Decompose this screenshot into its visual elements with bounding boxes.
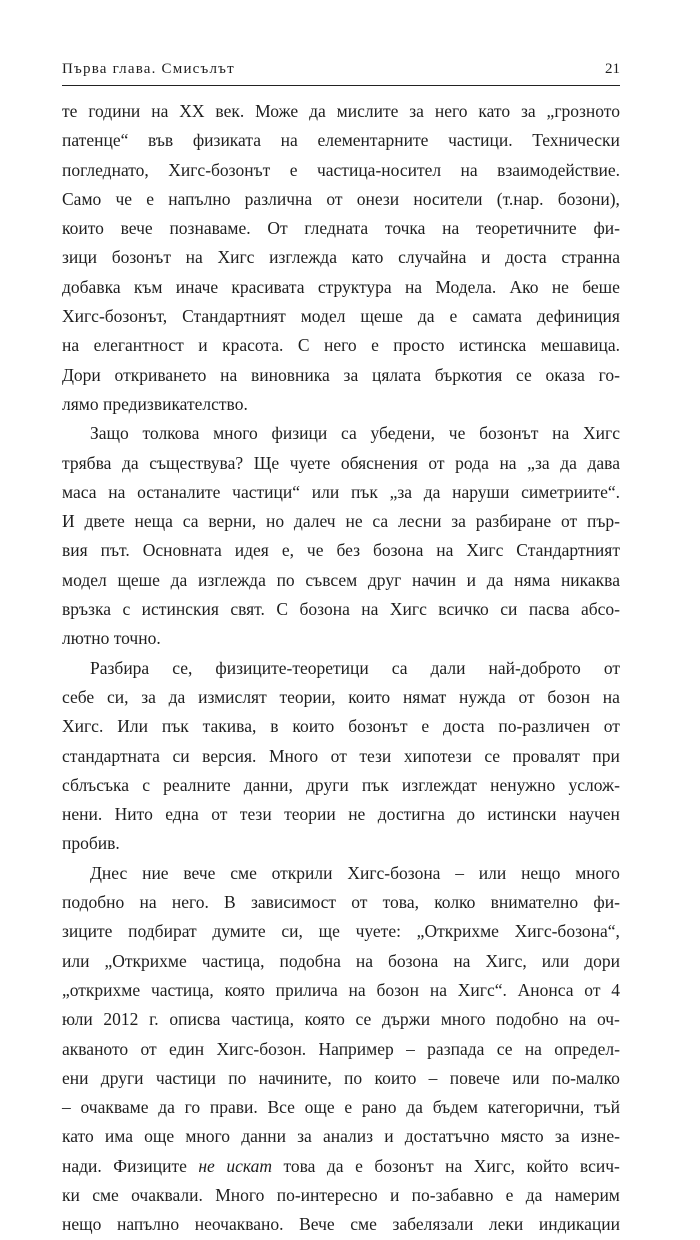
paragraph xyxy=(62,859,620,1240)
page-number: 21 xyxy=(605,61,620,77)
text-line: Хигс-бозонът, Стандартният модел щеше да е самата дефиниция xyxy=(62,306,620,327)
text-line: подобно на него. В зависимост от това, колко внимателно фи- xyxy=(62,892,620,913)
text-line: Защо толкова много физици са убедени, че бозонът на Хигс xyxy=(90,423,620,444)
text-line: като има още много данни за анализ и достатъчно място за изне- xyxy=(62,1126,620,1147)
text-line: вия път. Основната идея е, че без бозона на Хигс Стандартният xyxy=(62,540,620,561)
text-line: ени други частици по начините, по които – повече или по-малко xyxy=(62,1067,620,1088)
text-line: трябва да съществува? Ще чуете обяснения от рода на „за да дава xyxy=(62,452,620,473)
text-line: Хигс. Или пък такива, в които бозонът е доста по-различен от xyxy=(62,716,620,737)
text-line: И двете неща са верни, но далеч не са лесни за разбиране от пър- xyxy=(62,511,620,532)
text-line: модел щеше да изглежда по съвсем друг начин и да няма никаква xyxy=(62,569,620,590)
text-line: или „Открихме частица, подобна на бозона на Хигс, или дори xyxy=(62,950,620,971)
text-line: нади. Физиците не искат това да е бозонът на Хигс, който всич- xyxy=(62,1155,620,1176)
paragraph xyxy=(62,654,620,859)
paragraph xyxy=(62,419,620,653)
text-line: лямо предизвикателство. xyxy=(62,393,248,414)
paragraph xyxy=(62,97,620,419)
text-line: на елегантност и красота. С него е просто истинска мешавица. xyxy=(62,335,620,356)
text-line: стандартната си версия. Много от тези хипотези се провалят при xyxy=(62,745,620,766)
text-line: те години на XX век. Може да мислите за него като за „грозното xyxy=(62,101,620,121)
text-line: които вече познаваме. От гледната точка на теоретичните фи- xyxy=(62,218,620,239)
text-line: лютно точно. xyxy=(62,628,161,649)
text-line: погледнато, Хигс-бозонът е частица-носител на взаимодействие. xyxy=(62,159,620,180)
text-line: акваното от един Хигс-бозон. Например – разпада се на определ- xyxy=(62,1038,620,1059)
chapter-title: Първа глава. Смисълът xyxy=(62,61,235,77)
text-line: – очакваме да го прави. Все още е рано да бъдем категорични, тъй xyxy=(62,1097,620,1118)
text-line: пробив. xyxy=(62,833,120,854)
text-line: добавка към иначе красивата структура на Модела. Ако не беше xyxy=(62,276,620,297)
text-line: Разбира се, физиците-теоретици са дали най-доброто от xyxy=(90,657,620,678)
text-line: патенце“ във физиката на елементарните частици. Технически xyxy=(62,130,620,151)
text-line: Дори откриването на виновника за цялата бъркотия се оказа го- xyxy=(62,364,620,385)
text-line: връзка с истинския свят. С бозона на Хигс всичко си пасва абсо- xyxy=(62,599,620,620)
text-line: маса на останалите частици“ или пък „за да наруши симетриите“. xyxy=(62,481,620,502)
text-line: „открихме частица, която прилича на бозон на Хигс“. Анонса от 4 xyxy=(62,979,620,1000)
text-line: нени. Нито една от тези теории не достигна до истински научен xyxy=(62,804,620,825)
text-line: себе си, за да измислят теории, които нямат нужда от бозон на xyxy=(62,686,620,707)
text-line: юли 2012 г. описва частица, която се държи много подобно на оч- xyxy=(62,1009,620,1030)
body-text xyxy=(62,97,620,1240)
text-line: зиците подбират думите си, ще чуете: „Открихме Хигс-бозона“, xyxy=(62,921,620,942)
text-line: ки сме очаквали. Много по-интересно и по-забавно е да намерим xyxy=(62,1184,620,1205)
text-line: Само че е напълно различна от онези носители (т.нар. бозони), xyxy=(62,188,620,209)
text-line: сблъсъка с реалните данни, други пък изглеждат ненужно услож- xyxy=(62,774,620,795)
text-line: Днес ние вече сме открили Хигс-бозона – или нещо много xyxy=(90,862,620,883)
text-line: зици бозонът на Хигс изглежда като случайна и доста странна xyxy=(62,247,620,268)
text-line: нещо напълно неочаквано. Вече сме забелязали леки индикации xyxy=(62,1214,620,1235)
running-header xyxy=(62,55,620,86)
